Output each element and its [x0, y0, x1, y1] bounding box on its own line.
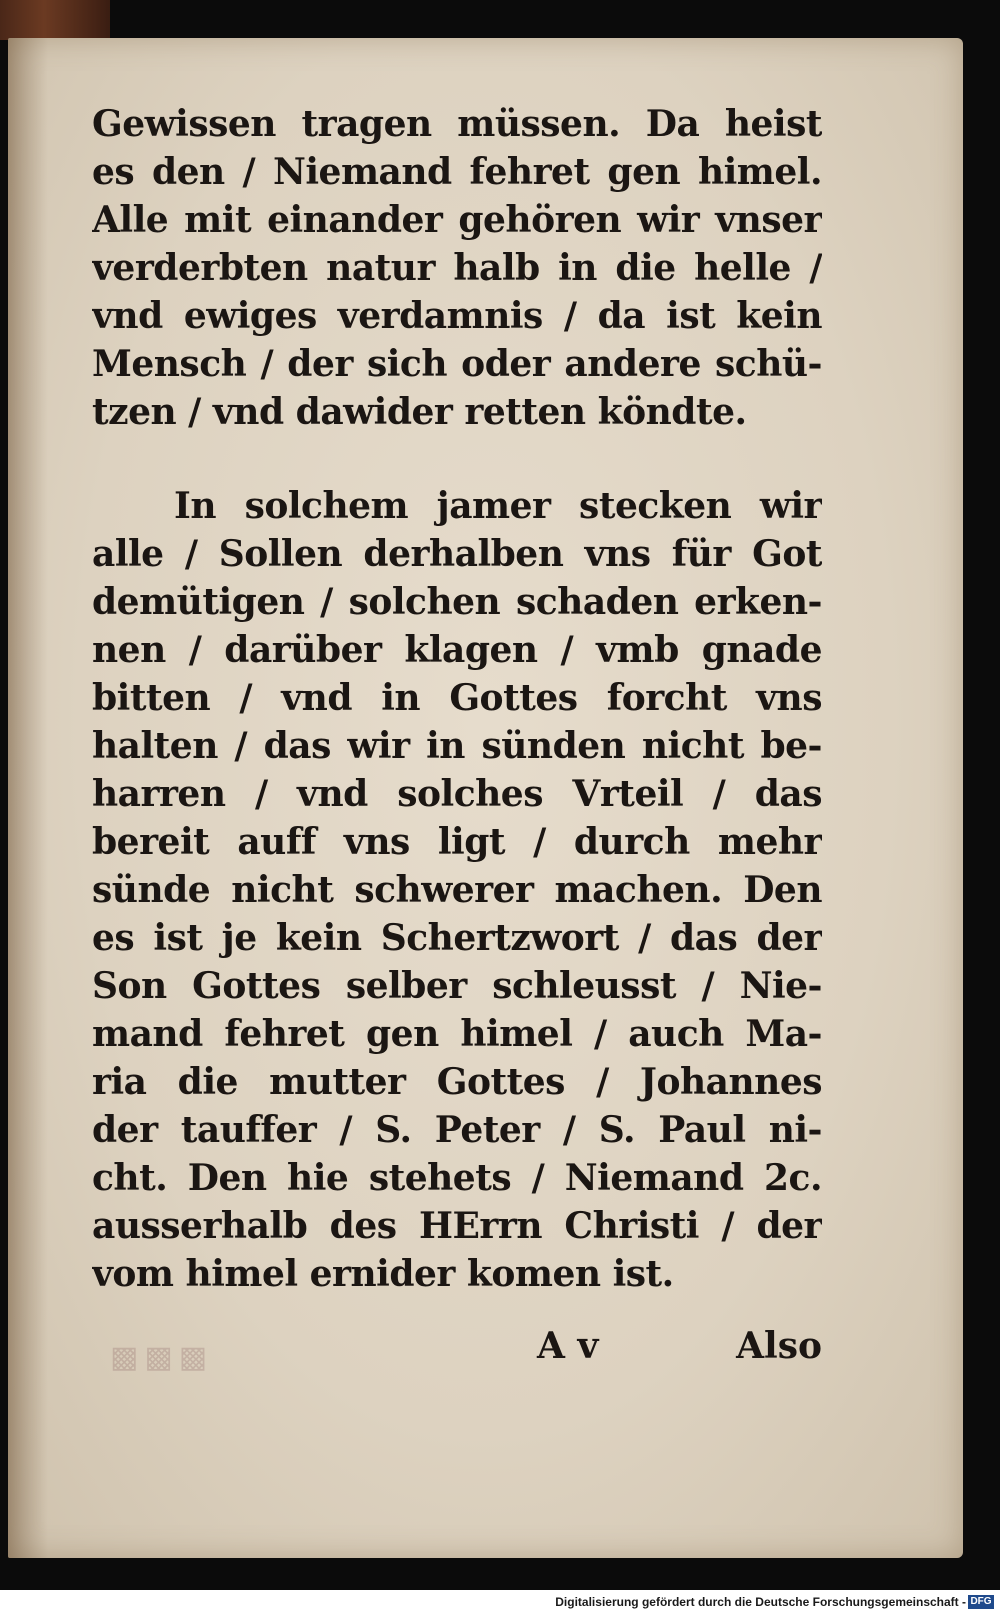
text-line: alle / Sollen derhalben vns für Got	[92, 533, 822, 575]
text-line: verderbten natur halb in die helle /	[92, 247, 822, 289]
text-line: harren / vnd solches Vrteil / das	[92, 773, 822, 815]
text-line: Alle mit einander gehören wir vnser	[92, 199, 822, 241]
text-line: Son Gottes selber schleusst / Nie-	[92, 965, 822, 1007]
text-line: der tauffer / S. Peter / S. Paul ni-	[92, 1109, 822, 1151]
text-line: bitten / vnd in Gottes forcht vns	[92, 677, 822, 719]
text-line: cht. Den hie stehets / Niemand 2c.	[92, 1157, 822, 1199]
digitization-footer	[0, 1590, 1000, 1612]
text-line: demütigen / solchen schaden erken-	[92, 581, 822, 623]
text-line: mand fehret gen himel / auch Ma-	[92, 1013, 822, 1055]
text-line: ausserhalb des HErrn Christi / der	[92, 1205, 822, 1247]
catchword: Also	[736, 1325, 822, 1367]
text-line: sünde nicht schwerer machen. Den	[92, 869, 822, 911]
page-text	[92, 100, 822, 1298]
text-line: bereit auff vns ligt / durch mehr	[92, 821, 822, 863]
text-line: Gewissen tragen müssen. Da heist	[92, 103, 822, 145]
funding-credit: Digitalisierung gefördert durch die Deutsche Forschungsgemeinschaft -	[555, 1595, 966, 1609]
text-line: Mensch / der sich oder andere schü-	[92, 343, 822, 385]
text-line: nen / darüber klagen / vmb gnade	[92, 629, 822, 671]
dfg-logo-icon: DFG	[968, 1595, 994, 1609]
text-line: es ist je kein Schertzwort / das der	[92, 917, 822, 959]
book-cover-edge	[0, 0, 110, 40]
text-line: In solchem jamer stecken wir	[174, 485, 822, 527]
text-line: ria die mutter Gottes / Johannes	[92, 1061, 822, 1103]
page-foot	[92, 1325, 822, 1377]
text-line: es den / Niemand fehret gen himel.	[92, 151, 822, 193]
text-line: halten / das wir in sünden nicht be-	[92, 725, 822, 767]
text-line: vnd ewiges verdamnis / da ist kein	[92, 295, 822, 337]
paragraph-2	[92, 482, 822, 1298]
text-line: tzen / vnd dawider retten köndte.	[92, 391, 747, 433]
paragraph-spacer	[92, 436, 822, 482]
faded-stamp-mark: ▩▩▩	[110, 1340, 214, 1375]
paragraph-1	[92, 100, 822, 436]
text-line: vom himel ernider komen ist.	[92, 1253, 674, 1295]
signature-mark: A v	[537, 1325, 599, 1367]
